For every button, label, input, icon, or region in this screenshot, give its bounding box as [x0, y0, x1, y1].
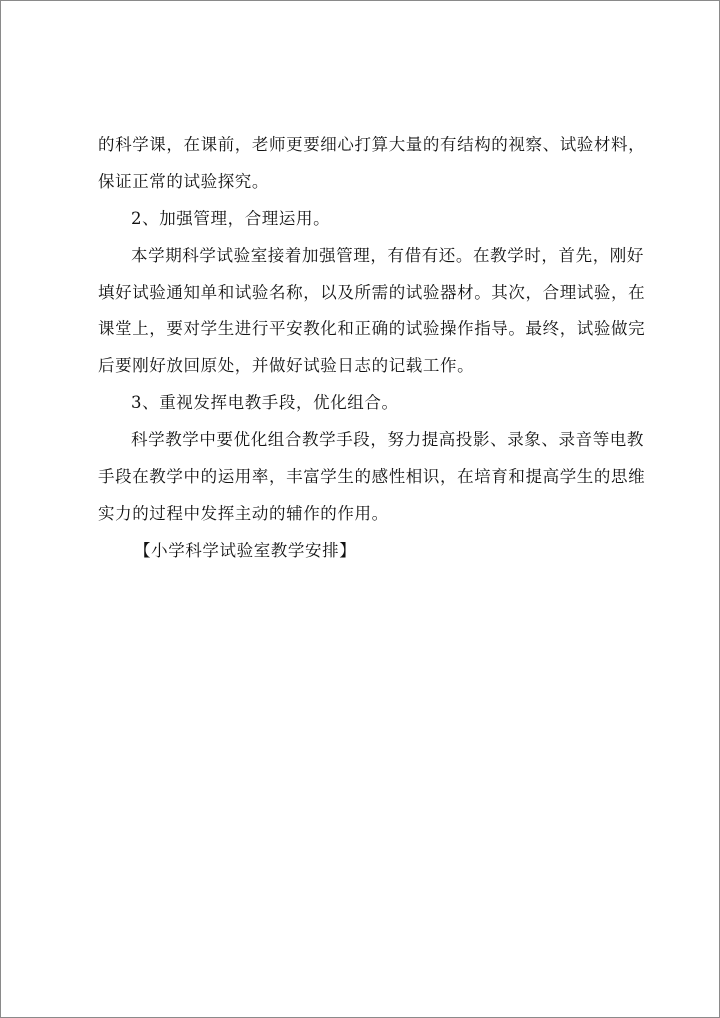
document-body — [98, 131, 646, 574]
paragraph-line: 保证正常的试验探究。 — [98, 171, 269, 191]
section-heading: 2、加强管理，合理运用。 — [131, 208, 331, 228]
document-title: 【小学科学试验室教学安排】 — [134, 540, 357, 560]
paragraph-line: 科学教学中要优化组合教学手段，努力提高投影、录象、录音等电教 — [131, 430, 644, 450]
paragraph-line: 实力的过程中发挥主动的辅作的作用。 — [98, 503, 389, 523]
section-heading: 3、重视发挥电教手段，优化组合。 — [131, 393, 399, 413]
paragraph-line: 填好试验通知单和试验名称，以及所需的试验器材。其次，合理试验，在 — [98, 282, 646, 302]
paragraph-line: 的科学课，在课前，老师更要细心打算大量的有结构的视察、试验材料， — [98, 135, 646, 154]
paragraph-line: 手段在教学中的运用率，丰富学生的感性相识，在培育和提高学生的思维 — [98, 467, 646, 487]
paragraph-line: 课堂上，要对学生进行平安教化和正确的试验操作指导。最终，试验做完 — [98, 319, 646, 339]
paragraph-line: 本学期科学试验室接着加强管理，有借有还。在教学时，首先，刚好 — [131, 245, 644, 265]
paragraph-line: 后要刚好放回原处，并做好试验日志的记载工作。 — [98, 356, 475, 376]
